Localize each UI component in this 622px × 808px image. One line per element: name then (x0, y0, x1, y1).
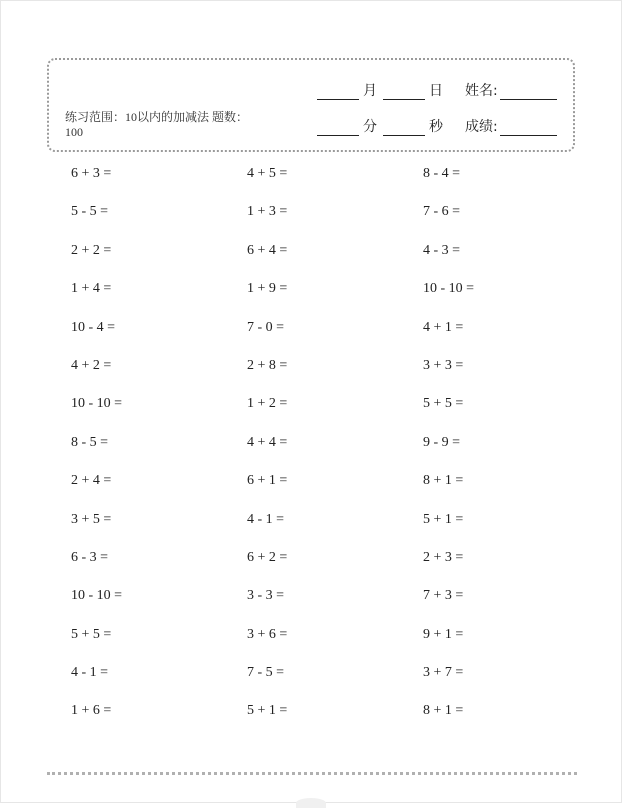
score-label: 成绩: (465, 119, 498, 135)
math-problem: 8 - 4 = (423, 166, 461, 181)
math-problem: 7 - 5 = (247, 665, 285, 681)
math-problem: 1 + 9 = (247, 281, 288, 297)
math-problem: 7 - 0 = (247, 319, 285, 335)
math-problem: 6 + 2 = (247, 549, 288, 565)
problem-row (71, 435, 571, 473)
math-problem: 6 - 3 = (71, 549, 109, 565)
math-problem: 2 + 2 = (71, 242, 112, 258)
minute-label: 分 (363, 119, 377, 135)
problem-row (71, 665, 571, 703)
problem-row (71, 166, 571, 204)
math-problem: 8 + 1 = (423, 703, 464, 719)
page-footer-shape (296, 798, 326, 808)
math-problem: 10 - 10 = (423, 281, 475, 297)
worksheet-header (47, 58, 575, 152)
math-problem: 5 + 5 = (71, 626, 112, 642)
math-problem: 1 + 2 = (247, 396, 288, 412)
math-problem: 10 - 10 = (71, 588, 123, 604)
problem-row (71, 204, 571, 242)
math-problem: 4 + 1 = (423, 319, 464, 335)
math-problem: 2 + 3 = (423, 549, 464, 565)
day-label: 日 (429, 83, 443, 99)
minute-blank[interactable] (317, 117, 359, 136)
math-problem: 6 + 3 = (71, 166, 112, 181)
math-problem: 4 - 1 = (71, 665, 109, 681)
problem-row (71, 512, 571, 550)
math-problem: 4 + 5 = (247, 166, 288, 181)
time-score-row (317, 114, 557, 136)
math-problem: 8 + 1 = (423, 473, 464, 489)
math-problem: 10 - 10 = (71, 396, 123, 412)
math-problem: 3 + 7 = (423, 665, 464, 681)
math-problem: 5 + 1 = (247, 703, 288, 719)
problem-row (71, 320, 571, 358)
math-problem: 10 - 4 = (71, 319, 116, 335)
problem-row (71, 627, 571, 665)
second-blank[interactable] (383, 117, 425, 136)
math-problem: 3 - 3 = (247, 588, 285, 604)
problem-row (71, 588, 571, 626)
month-label: 月 (363, 83, 377, 99)
problem-row (71, 550, 571, 588)
day-blank[interactable] (383, 81, 425, 100)
problem-row (71, 703, 571, 741)
math-problem: 7 + 3 = (423, 588, 464, 604)
math-problem: 2 + 4 = (71, 473, 112, 489)
math-problem: 1 + 4 = (71, 281, 112, 297)
math-problem: 1 + 6 = (71, 703, 112, 719)
math-problem: 4 + 2 = (71, 357, 112, 373)
problem-row (71, 396, 571, 434)
problem-grid (71, 166, 571, 742)
math-problem: 4 - 1 = (247, 511, 285, 527)
problem-row (71, 243, 571, 281)
name-blank[interactable] (500, 81, 557, 100)
math-problem: 5 + 1 = (423, 511, 464, 527)
math-problem: 8 - 5 = (71, 434, 109, 450)
math-problem: 3 + 5 = (71, 511, 112, 527)
math-problem: 9 - 9 = (423, 434, 461, 450)
math-problem: 7 - 6 = (423, 204, 461, 220)
math-problem: 4 + 4 = (247, 434, 288, 450)
math-problem: 9 + 1 = (423, 626, 464, 642)
math-problem: 3 + 6 = (247, 626, 288, 642)
math-problem: 5 - 5 = (71, 204, 109, 220)
math-problem: 4 - 3 = (423, 242, 461, 258)
practice-range-label: 练习范围：10以内的加减法 题数：100 (65, 110, 249, 139)
math-problem: 3 + 3 = (423, 357, 464, 373)
name-label: 姓名: (465, 83, 498, 99)
second-label: 秒 (429, 119, 443, 135)
math-problem: 6 + 1 = (247, 473, 288, 489)
math-problem: 6 + 4 = (247, 242, 288, 258)
math-problem: 5 + 5 = (423, 396, 464, 412)
date-name-row (317, 78, 557, 100)
month-blank[interactable] (317, 81, 359, 100)
math-problem: 2 + 8 = (247, 357, 288, 373)
problem-row (71, 281, 571, 319)
problem-row (71, 473, 571, 511)
problem-row (71, 358, 571, 396)
score-blank[interactable] (500, 117, 557, 136)
math-problem: 1 + 3 = (247, 204, 288, 220)
bottom-divider (47, 772, 577, 775)
